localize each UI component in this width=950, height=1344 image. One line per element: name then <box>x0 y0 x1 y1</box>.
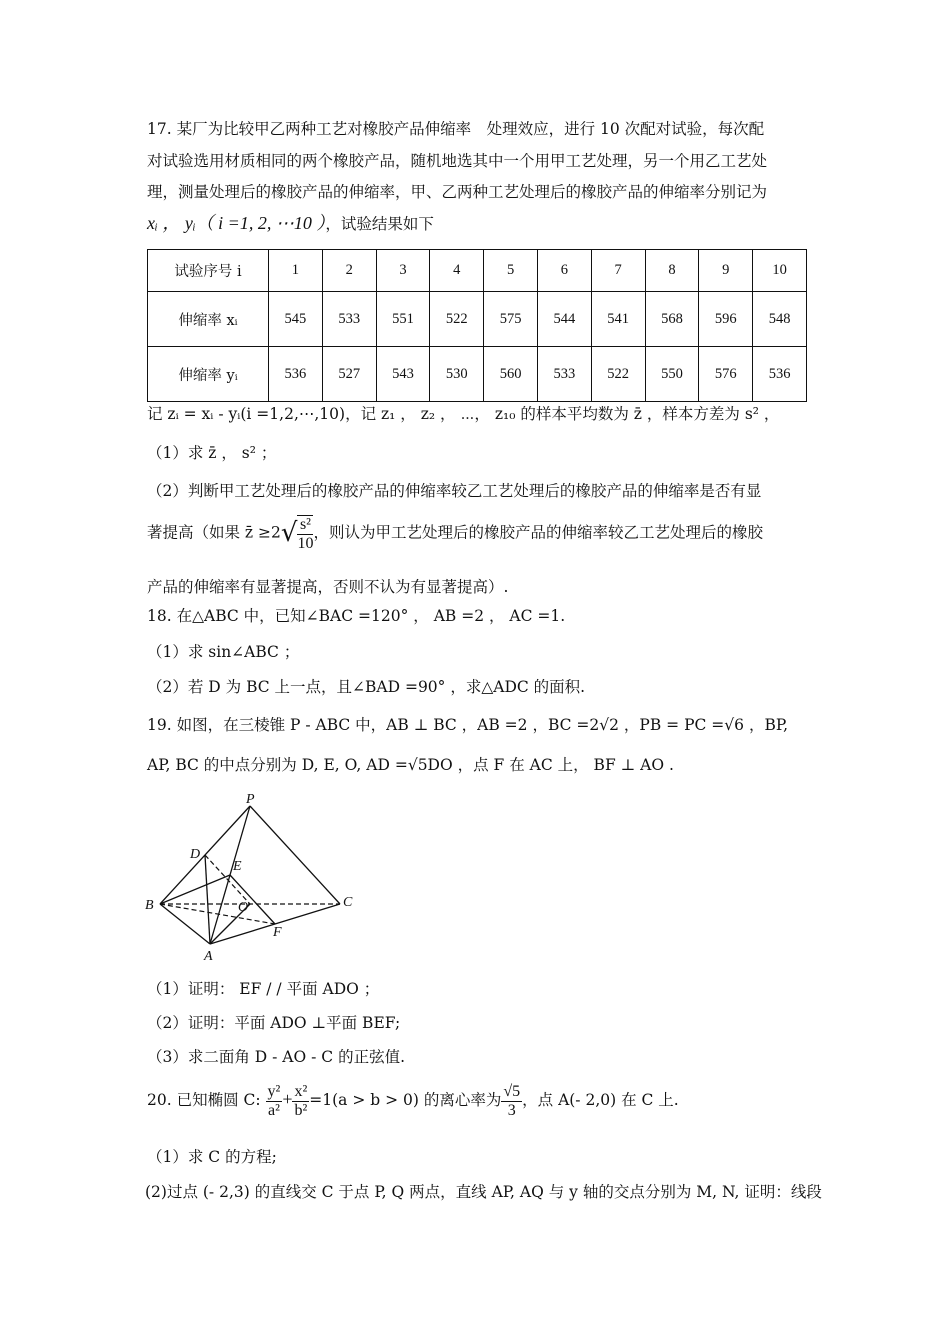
q17-line4-math: xᵢ ， yᵢ（ i =1, 2, ⋯10 ） <box>147 213 326 233</box>
edge-PC <box>250 806 340 904</box>
q17-line3: 理，测量处理后的橡胶产品的伸缩率，甲、乙两种工艺处理后的橡胶产品的伸缩率分别记为 <box>147 183 768 201</box>
index-cell: 10 <box>753 250 807 292</box>
frac-y2-a2 <box>266 1083 283 1119</box>
sqrt-fraction <box>297 515 313 552</box>
q17-part2-line2 <box>147 515 763 552</box>
label-F: F <box>273 925 282 940</box>
index-cell: 7 <box>591 250 645 292</box>
label-A: A <box>204 949 213 964</box>
y-cell: 550 <box>645 347 699 402</box>
q19-stem1: 19. 如图，在三棱锥 P - ABC 中，AB ⊥ BC ，AB =2 ，BC =2√2 ，PB = PC =√6 ，BP, <box>147 716 789 734</box>
q17-line4 <box>147 213 434 235</box>
q20-part1: （1）求 C 的方程; <box>147 1148 277 1166</box>
q19-part1: （1）证明： EF / / 平面 ADO ； <box>147 980 380 998</box>
frac2-bottom: b² <box>294 1101 308 1119</box>
y-cell: 543 <box>376 347 430 402</box>
frac-x2-b2 <box>292 1083 309 1119</box>
label-E: E <box>233 859 242 874</box>
table-row-y <box>148 347 807 402</box>
q17-line1: 17. 某厂为比较甲乙两种工艺对橡胶产品伸缩率 处理效应，进行 10 次配对试验，每次配 <box>147 120 765 138</box>
segment-DA <box>205 855 210 944</box>
sqrt-sign: √ <box>280 518 298 548</box>
y-cell: 576 <box>699 347 753 402</box>
x-cell: 522 <box>430 292 484 347</box>
q18-stem: 18. 在△ABC 中，已知∠BAC =120° ， AB =2 ， AC =1. <box>147 607 566 625</box>
q17-part1: （1）求 z̄ ， s² ； <box>147 444 277 462</box>
x-cell: 545 <box>269 292 323 347</box>
q17-line4-text: ，试验结果如下 <box>325 215 434 233</box>
experiment-table <box>147 249 807 402</box>
edge-BA <box>160 904 210 944</box>
q17-part2-text-b: ，则认为甲工艺处理后的橡胶产品的伸缩率较乙工艺处理后的橡胶 <box>313 523 763 542</box>
index-cell: 9 <box>699 250 753 292</box>
y-cell: 530 <box>430 347 484 402</box>
label-B: B <box>145 898 154 913</box>
row-y-label: 伸缩率 yᵢ <box>148 347 269 402</box>
q20-stem-c: ，点 A(- 2,0) 在 C 上. <box>522 1091 679 1110</box>
frac1-top: y² <box>267 1083 281 1100</box>
x-cell: 533 <box>322 292 376 347</box>
x-cell: 575 <box>484 292 538 347</box>
y-cell: 536 <box>753 347 807 402</box>
frac-denominator: 10 <box>297 534 314 552</box>
index-cell: 1 <box>269 250 323 292</box>
q20-stem-a: 20. 已知椭圆 C: <box>147 1091 261 1110</box>
index-cell: 2 <box>322 250 376 292</box>
q17-part2-text-a: 著提高（如果 z̄ ≥2 <box>147 523 281 542</box>
x-cell: 596 <box>699 292 753 347</box>
index-cell: 5 <box>484 250 538 292</box>
q20-stem <box>147 1083 679 1119</box>
label-D: D <box>190 847 201 862</box>
x-cell: 551 <box>376 292 430 347</box>
plus-sign: + <box>282 1089 293 1110</box>
row-x-label: 伸缩率 xᵢ <box>148 292 269 347</box>
frac1-bottom: a² <box>267 1101 280 1119</box>
index-cell: 8 <box>645 250 699 292</box>
q17-part2-line1: （2）判断甲工艺处理后的橡胶产品的伸缩率较乙工艺处理后的橡胶产品的伸缩率是否有显 <box>147 482 762 500</box>
frac-numerator: s² <box>297 516 313 535</box>
q19-stem2: AP, BC 的中点分别为 D, E, O, AD =√5DO ，点 F 在 AC 上， BF ⊥ AO . <box>147 756 674 774</box>
x-cell: 544 <box>537 292 591 347</box>
y-cell: 533 <box>537 347 591 402</box>
table-row-x <box>148 292 807 347</box>
y-cell: 522 <box>591 347 645 402</box>
segment-BF-hidden <box>160 904 275 924</box>
x-cell: 541 <box>591 292 645 347</box>
frac3-bottom: 3 <box>507 1101 516 1119</box>
q18-part1: （1）求 sin∠ABC ； <box>147 643 300 661</box>
x-cell: 568 <box>645 292 699 347</box>
q17-part2-line3: 产品的伸缩率有显著提高，否则不认为有显著提高）. <box>147 578 509 596</box>
q20-stem-b: =1(a > b > 0) 的离心率为 <box>309 1091 502 1110</box>
index-cell: 3 <box>376 250 430 292</box>
q19-part3: （3）求二面角 D - AO - C 的正弦值. <box>147 1048 406 1066</box>
pyramid-figure <box>140 788 370 968</box>
q20-part2: (2)过点 (- 2,3) 的直线交 C 于点 P, Q 两点，直线 AP, AQ 与 y 轴的交点分别为 M, N, 证明：线段 <box>145 1183 822 1201</box>
y-cell: 536 <box>269 347 323 402</box>
q17-definition: 记 zᵢ = xᵢ - yᵢ(i =1,2,⋯,10)，记 z₁ ， z₂ ， ⋯， z₁₀ 的样本平均数为 z̄ ，样本方差为 s² ， <box>147 405 780 423</box>
table-header-label: 试验序号 i <box>148 250 269 292</box>
label-O: O <box>238 900 249 915</box>
label-P: P <box>246 792 255 807</box>
segment-DO-hidden <box>205 855 250 904</box>
segment-BE <box>160 875 230 904</box>
q18-part2: （2）若 D 为 BC 上一点，且∠BAD =90° ，求△ADC 的面积. <box>147 678 586 696</box>
y-cell: 560 <box>484 347 538 402</box>
frac3-top: √5 <box>503 1083 521 1100</box>
y-cell: 527 <box>322 347 376 402</box>
label-C: C <box>343 895 353 910</box>
index-cell: 6 <box>537 250 591 292</box>
frac2-top: x² <box>294 1083 308 1100</box>
q19-part2: （2）证明：平面 ADO ⊥平面 BEF; <box>147 1014 401 1032</box>
x-cell: 548 <box>753 292 807 347</box>
frac-eccentricity <box>501 1083 522 1119</box>
table-row-index <box>148 250 807 292</box>
q17-line2: 对试验选用材质相同的两个橡胶产品，随机地选其中一个用甲工艺处理，另一个用乙工艺处 <box>147 152 768 170</box>
index-cell: 4 <box>430 250 484 292</box>
